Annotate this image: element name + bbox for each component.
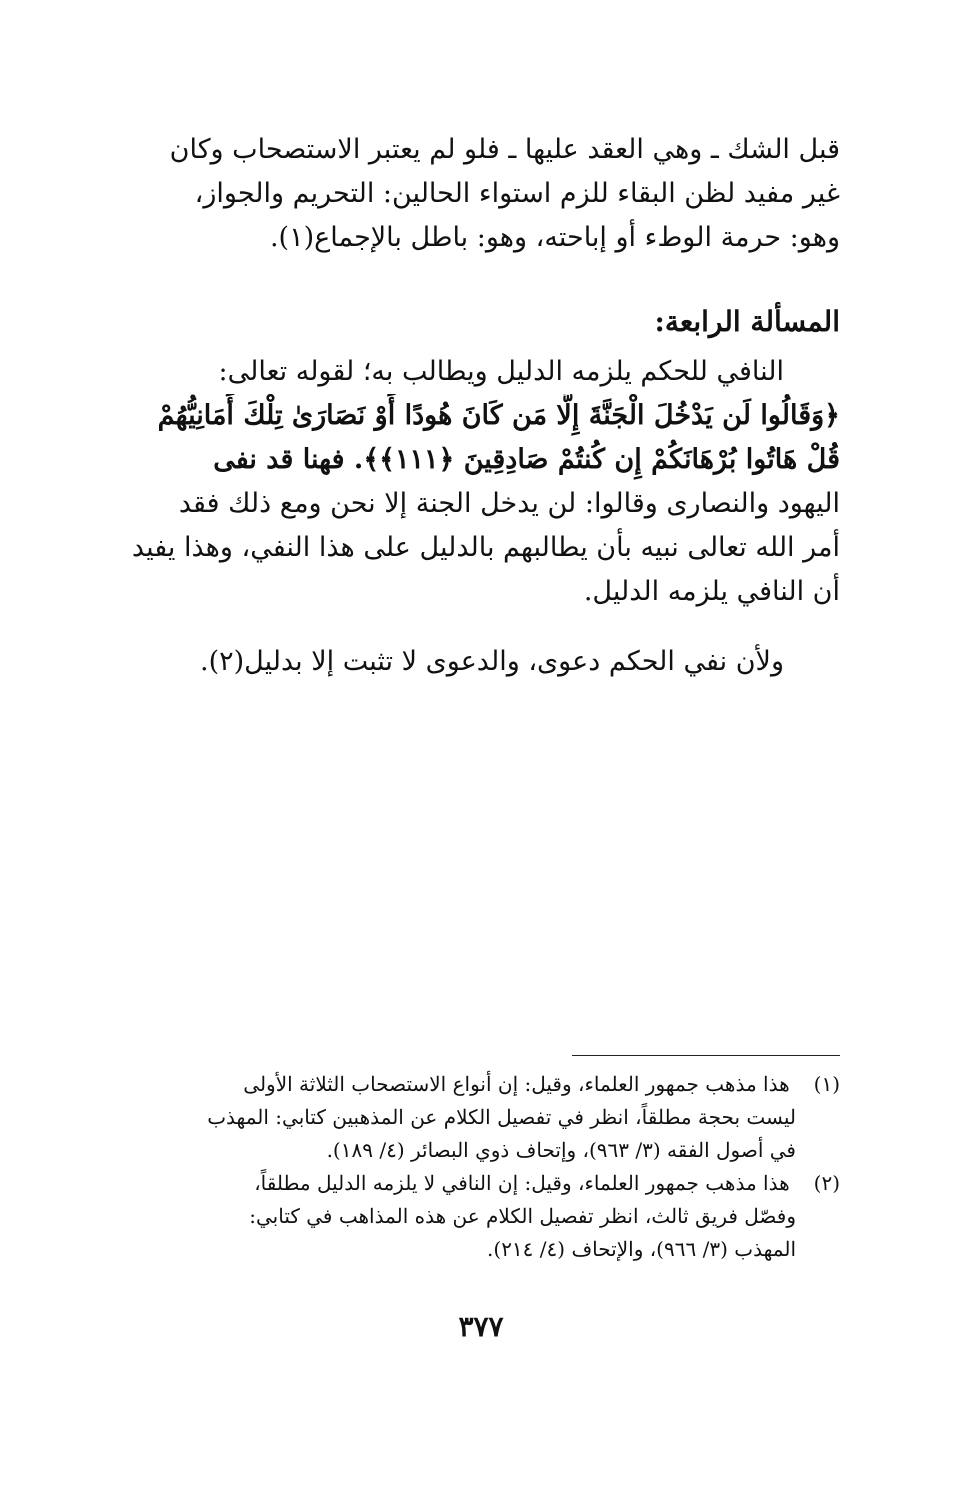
footnote-1 (128, 1068, 840, 1167)
text-line: أمر الله تعالى نبيه بأن يطالبهم بالدليل على هذا النفي، وهذا يفيد (131, 532, 840, 563)
text-line: النافي للحكم يلزمه الدليل ويطالب به؛ لقوله تعالى: (218, 356, 784, 387)
footnote-number: (٢) (813, 1171, 840, 1195)
footnote-line: وفصّل فريق ثالث، انظر تفصيل الكلام عن هذه المذاهب في كتابي: (249, 1204, 796, 1228)
text-line: غير مفيد لظن البقاء للزم استواء الحالين: التحريم والجواز، (194, 178, 840, 209)
section-heading: المسألة الرابعة: (654, 305, 840, 338)
paragraph-istishab-conclusion (128, 128, 840, 260)
footnote-separator (572, 1055, 840, 1056)
text-line: ولأن نفي الحكم دعوى، والدعوى لا تثبت إلا بدليل(٢). (199, 646, 784, 677)
footnote-line (128, 1167, 840, 1200)
paragraph-fourth-issue (128, 350, 840, 614)
footnotes (128, 1068, 840, 1266)
text-line: وهو: حرمة الوطء أو إباحته، وهو: باطل بالإجماع(١). (269, 222, 840, 253)
text-line: قبل الشك ـ وهي العقد عليها ـ فلو لم يعتبر الاستصحاب وكان (169, 134, 840, 165)
footnote-text: هذا مذهب جمهور العلماء، وقيل: إن أنواع الاستصحاب الثلاثة الأولى (243, 1072, 790, 1096)
footnote-2 (128, 1167, 840, 1266)
footnote-line (128, 1068, 840, 1101)
footnote-line: في أصول الفقه (٣/ ٩٦٣)، وإتحاف ذوي البصائر (٤/ ١٨٩). (326, 1138, 796, 1162)
text-line: اليهود والنصارى وقالوا: لن يدخل الجنة إلا نحن ومع ذلك فقد (178, 488, 840, 519)
footnote-line: ليست بحجة مطلقاً، انظر في تفصيل الكلام عن المذهبين كتابي: المهذب (207, 1105, 796, 1129)
footnote-number: (١) (813, 1072, 840, 1096)
quran-verse-line: ﴿وَقَالُوا لَن يَدْخُلَ الْجَنَّةَ إِلَّا مَن كَانَ هُودًا أَوْ نَصَارَىٰ تِلْكَ أَمَانِيُّهُمْ (157, 400, 840, 431)
footnote-text: هذا مذهب جمهور العلماء، وقيل: إن النافي لا يلزمه الدليل مطلقاً، (254, 1171, 790, 1195)
quran-verse-line: قُلْ هَاتُوا بُرْهَانَكُمْ إِن كُنتُمْ صَادِقِينَ ﴿١١١﴾﴾. فهنا قد نفى (213, 444, 840, 475)
text-line: أن النافي يلزمه الدليل. (583, 576, 840, 607)
footnote-line: المهذب (٣/ ٩٦٦)، والإتحاف (٤/ ٢١٤). (487, 1237, 796, 1261)
paragraph-claim-proof (128, 640, 840, 684)
page-number: ٣٧٧ (458, 1310, 504, 1343)
